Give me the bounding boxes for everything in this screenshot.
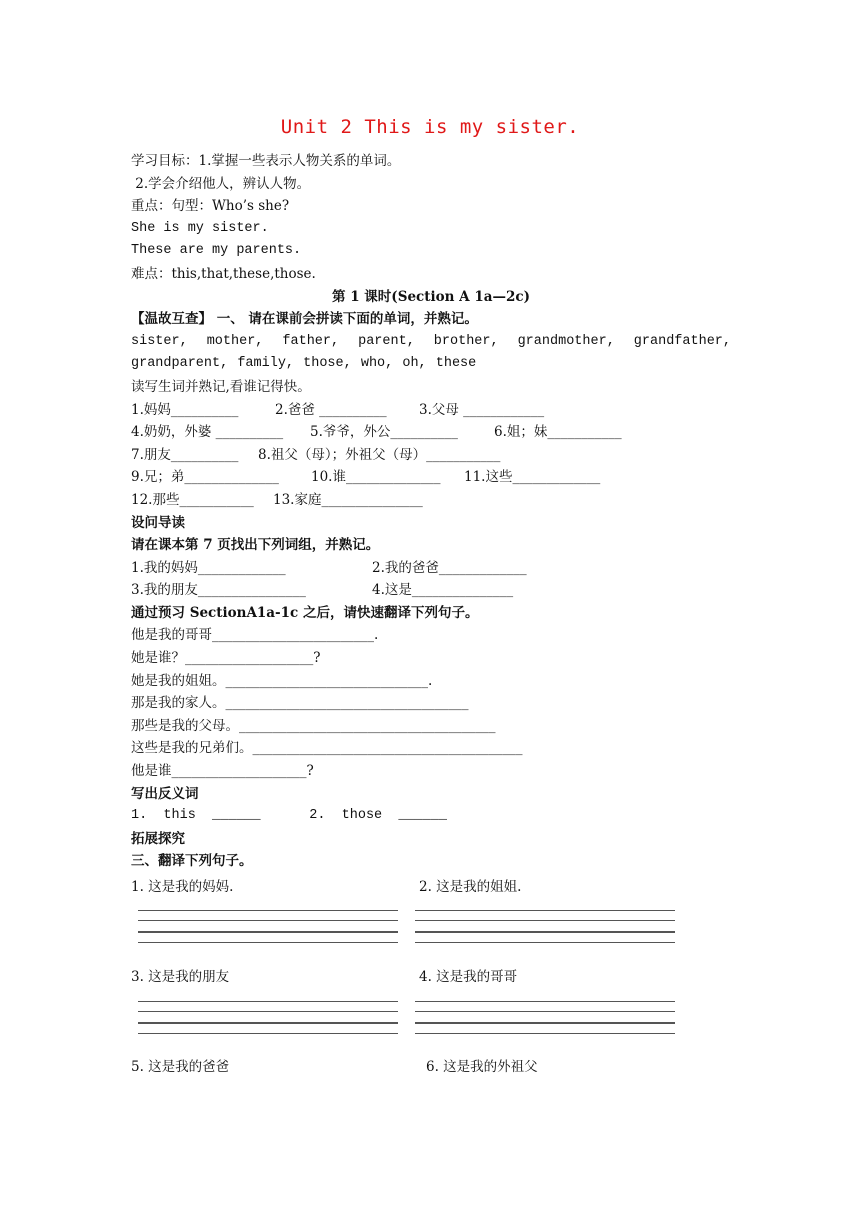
worksheet-body <box>131 150 731 873</box>
answer-line <box>415 920 675 921</box>
vocab-blank: 1.妈妈__________ <box>131 401 239 418</box>
vocab-blank: 11.这些_____________ <box>464 469 601 486</box>
answer-line <box>415 1001 675 1002</box>
answer-line <box>415 931 675 933</box>
answer-line <box>415 910 675 911</box>
explore-sub-heading: 三、翻译下列句子。 <box>131 853 253 870</box>
answer-line <box>415 1011 675 1012</box>
review-instruction: 读写生词并熟记,看谁记得快。 <box>131 378 311 395</box>
vocab-blank: 5.爷爷，外公__________ <box>310 424 458 441</box>
phrase-blank: 4.这是_______________ <box>372 582 514 599</box>
translate-heading: 通过预习 SectionA1a-1c 之后，请快速翻译下列句子。 <box>131 604 479 621</box>
answer-line <box>415 1033 675 1034</box>
vocab-blank: 8.祖父（母）；外祖父（母）___________ <box>258 446 501 463</box>
antonym-line: 1. this ______ 2. those ______ <box>131 808 447 824</box>
sentence-line: 他是我的哥哥________________________. <box>131 627 379 644</box>
sentence-line: 她是我的姐姐。______________________________. <box>131 672 433 689</box>
phrase-blank: 2.我的爸爸_____________ <box>372 559 527 576</box>
translate-item-5: 5. 这是我的爸爸 <box>131 1059 230 1075</box>
answer-line <box>415 942 675 943</box>
answer-line <box>138 1022 398 1024</box>
sentence-line: 她是谁？___________________? <box>131 650 321 667</box>
phrase-row-2 <box>131 579 731 602</box>
example-sentence-2: These are my parents. <box>131 243 302 259</box>
translate-item-3: 3. 这是我的朋友 <box>131 969 230 985</box>
answer-line <box>415 1022 675 1024</box>
answer-line <box>138 1011 398 1012</box>
vocab-blank: 4.奶奶，外婆 __________ <box>131 424 284 441</box>
vocab-blank: 10.谁______________ <box>311 469 441 486</box>
vocab-row-4 <box>131 466 731 489</box>
vocab-blank: 9.兄；弟______________ <box>131 469 279 486</box>
guide-heading: 设问导读 <box>131 514 185 531</box>
translate-item-6: 6. 这是我的外祖父 <box>426 1059 538 1075</box>
vocab-blank: 12.那些___________ <box>131 491 254 508</box>
sentence-line: 这些是我的兄弟们。________________________________________ <box>131 740 523 757</box>
vocab-row-1 <box>131 399 731 422</box>
vocab-blank: 13.家庭_______________ <box>273 491 423 508</box>
translate-item-1: 1. 这是我的妈妈. <box>131 879 234 895</box>
vocab-row-5 <box>131 489 731 512</box>
guide-sub-heading: 请在课本第 7 页找出下列词组，并熟记。 <box>131 537 380 554</box>
sentence-line: 他是谁____________________? <box>131 763 314 780</box>
answer-line <box>138 1033 398 1034</box>
answer-line <box>138 910 398 911</box>
vocabulary-list: sister, mother, father, parent, brother, grandmother, grandfather, grandparent, family, those, who, oh, these <box>131 333 731 372</box>
sentence-line: 那些是我的父母。______________________________________ <box>131 717 496 734</box>
translate-item-4: 4. 这是我的哥哥 <box>419 969 518 985</box>
key-point-line: 重点：句型：Who’s she? <box>131 198 290 215</box>
vocab-row-3 <box>131 444 731 467</box>
translate-item-2: 2. 这是我的姐姐. <box>419 879 522 895</box>
antonym-heading: 写出反义词 <box>131 785 199 802</box>
explore-heading: 拓展探究 <box>131 830 185 847</box>
phrase-row-1 <box>131 557 731 580</box>
vocab-blank: 3.父母 ____________ <box>419 401 545 418</box>
vocab-blank: 2.爸爸 __________ <box>275 401 387 418</box>
vocab-row-2 <box>131 421 731 444</box>
vocab-blank: 7.朋友__________ <box>131 446 239 463</box>
page-title: Unit 2 This is my sister. <box>280 116 580 138</box>
phrase-blank: 1.我的妈妈_____________ <box>131 559 286 576</box>
example-sentence-1: She is my sister. <box>131 220 269 236</box>
vocab-blank: 6.姐；妹___________ <box>494 424 622 441</box>
learning-goal-line: 学习目标：1.掌握一些表示人物关系的单词。 <box>131 153 401 169</box>
phrase-blank: 3.我的朋友________________ <box>131 582 306 599</box>
difficult-point-line: 难点：this,that,these,those. <box>131 265 316 282</box>
sentence-line: 那是我的家人。____________________________________ <box>131 695 469 712</box>
answer-line <box>138 920 398 921</box>
review-heading: 【温故互查】 一、 请在课前会拼读下面的单词，并熟记。 <box>131 311 478 328</box>
learning-goal-2: 2.学会介绍他人，辨认人物。 <box>131 175 311 192</box>
answer-line <box>138 931 398 933</box>
answer-line <box>138 1001 398 1002</box>
lesson-heading: 第 1 课时(Section A 1a—2c) <box>332 288 530 305</box>
answer-line <box>138 942 398 943</box>
